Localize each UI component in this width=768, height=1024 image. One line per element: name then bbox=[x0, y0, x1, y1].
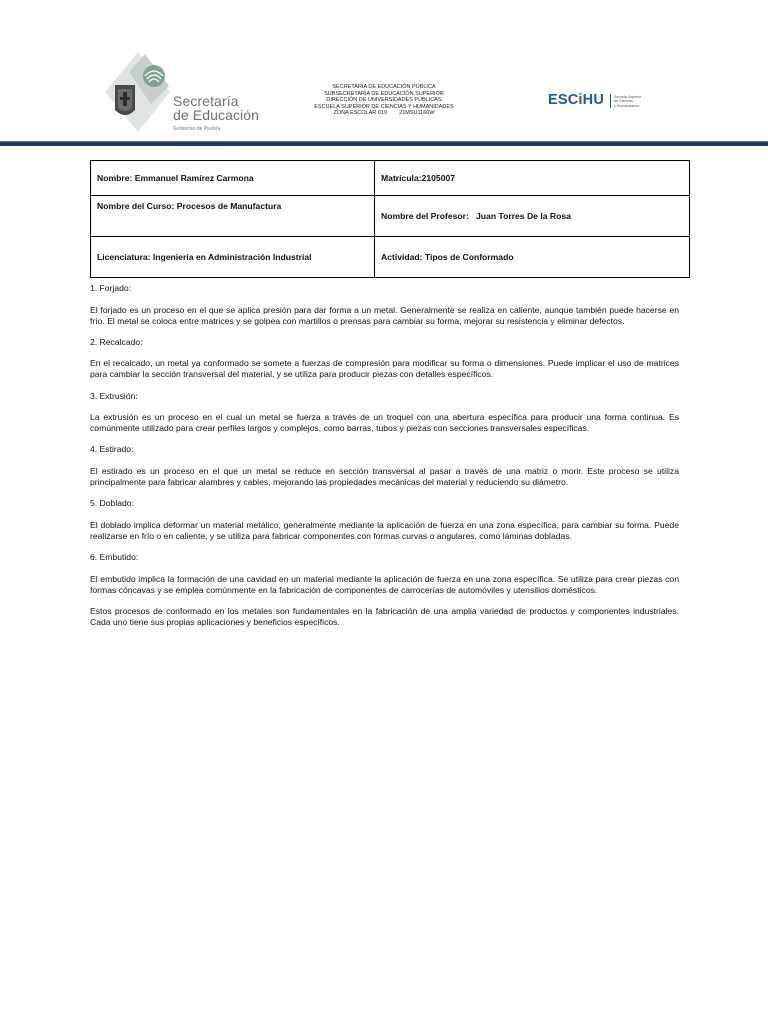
section-paragraph: La extrusión es un proceso en el cual un metal se fuerza a través de un troquel con una abertura específica para producir una forma continua. Es comúnmente utilizado para crear perfiles largos y complejos, como barras, tubos y piezas con secciones transversales específicas. bbox=[90, 412, 679, 434]
institution-line: SECRETARÍA DE EDUCACIÓN PÚBLICA bbox=[332, 84, 436, 90]
conclusion-paragraph: Estos procesos de conformado en los metales son fundamentales en la fabricación de una amplia variedad de productos y componentes industriales. Cada uno tiene sus propias aplicaciones y beneficios específicos. bbox=[90, 605, 679, 627]
section-paragraph: En el recalcado, un metal ya conformado se somete a fuerzas de compresión para modificar su forma o dimensiones. Puede implicar el uso de matrices para cambiar la sección transversal del material, y se utiliza para producir piezas con detalles específicos. bbox=[90, 358, 679, 380]
activity-cell: Actividad: Tipos de Conformado bbox=[375, 237, 690, 278]
puebla-crest-icon bbox=[105, 52, 170, 132]
institution-line: SUBSECRETARÍA DE EDUCACIÓN SUPERIOR bbox=[324, 90, 444, 97]
course-name-cell: Nombre del Curso: Procesos de Manufactura bbox=[91, 196, 375, 237]
student-info-table bbox=[90, 160, 690, 278]
page-header bbox=[0, 0, 768, 145]
section-paragraph: El estirado es un proceso en el que un metal se reduce en sección transversal al pasar a través de una matriz o morir. Este proceso se utiliza principalmente para fabricar alambres y cables, mejorando las propiedades mecánicas del material y reduciendo su diámetro. bbox=[90, 465, 679, 488]
section-heading: 1. Forjado: bbox=[90, 283, 132, 293]
section-heading: 3. Extrusión: bbox=[90, 390, 138, 401]
section-paragraph: El doblado implica deformar un material metálico, generalmente mediante la aplicación de fuerza en una zona específica, para cambiar su forma. Puede realizarse en frío o en caliente, y se utiliza para fabricar componentes con formas curvas o angulares, como láminas dobladas. bbox=[90, 519, 679, 541]
degree-cell: Licenciatura: Ingeniería en Administración Industrial bbox=[91, 237, 375, 278]
table-row bbox=[91, 161, 690, 196]
header-divider-bar bbox=[0, 141, 768, 146]
gobierno-puebla-label: Gobierno de Puebla bbox=[173, 126, 221, 132]
table-row bbox=[91, 196, 690, 237]
professor-cell: Nombre del Profesor: Juan Torres De la Rosa bbox=[375, 196, 690, 237]
table-row bbox=[91, 237, 690, 278]
section-heading: 4. Estirado: bbox=[90, 444, 134, 455]
institution-line: ZONA ESCOLAR 019 21MSU1160W bbox=[333, 110, 435, 117]
escihu-divider bbox=[610, 94, 611, 108]
secretaria-name: Secretaría de Educación bbox=[173, 93, 260, 123]
section-paragraph: El embutido implica la formación de una cavidad en un material mediante la aplicación de fuerza en una zona específica. Se utiliza para crear piezas con formas cóncavas y se emplea comúnmente en la fabricación de componentes de carrocerías de automóviles y utensilios domésticos. bbox=[90, 573, 679, 595]
section-heading: 5. Doblado: bbox=[90, 498, 134, 509]
escihu-wordmark: ESCiHU bbox=[548, 92, 604, 108]
section-paragraph: El forjado es un proceso en el que se aplica presión para dar forma a un metal. Generalmente se realiza en caliente, aunque también puede hacerse en frío. El metal se coloca entre matrices y se golpea con martillos o prensas para cambiar su forma, mejorar su resistencia y eliminar defectos. bbox=[90, 304, 679, 326]
section-heading: 2. Recalcado: bbox=[90, 336, 143, 347]
institution-line: ESCUELA SUPERIOR DE CIENCIAS Y HUMANIDADES bbox=[314, 103, 454, 110]
institution-line: DIRECCIÓN DE UNIVERSIDADES PÚBLICAS bbox=[326, 97, 442, 104]
matricula-cell: Matrícula:2105007 bbox=[375, 161, 690, 196]
student-name-cell: Nombre: Emmanuel Ramírez Carmona bbox=[91, 161, 375, 196]
document-body bbox=[90, 283, 679, 638]
secretaria-educacion-logo bbox=[103, 52, 273, 137]
institution-header-lines bbox=[296, 84, 472, 117]
escihu-subtitle: Escuela Superior de Ciencias y Humanidades bbox=[614, 95, 642, 108]
section-heading: 6. Embutido: bbox=[90, 551, 139, 562]
